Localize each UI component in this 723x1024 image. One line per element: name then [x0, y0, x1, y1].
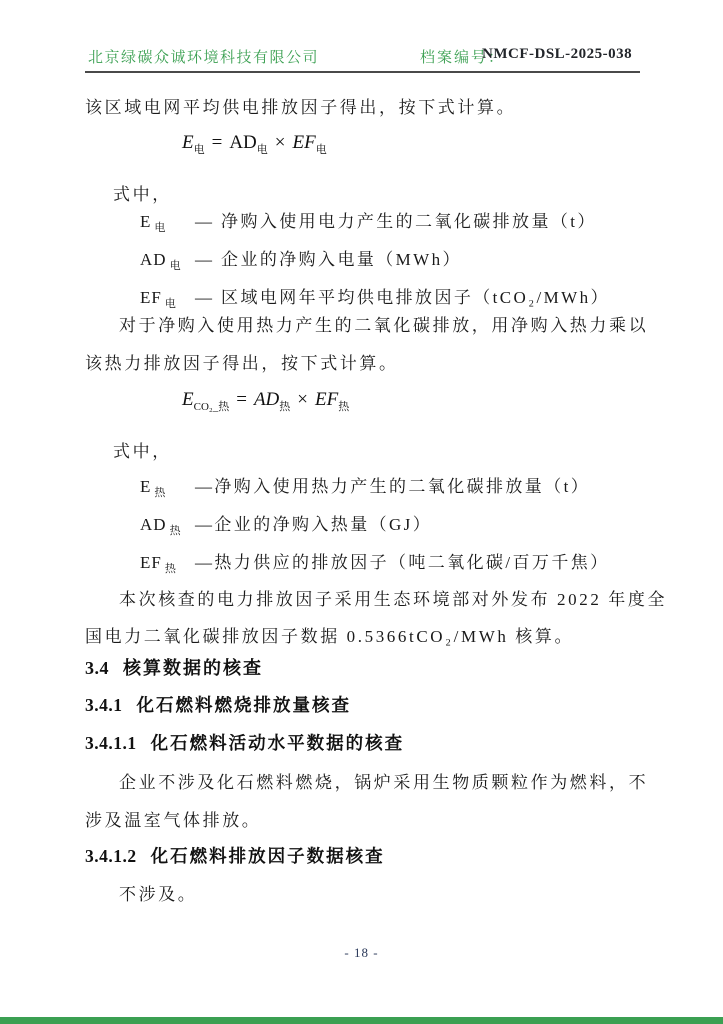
formula-lhs: E	[182, 389, 194, 410]
symbol-subscript: 热	[154, 487, 167, 500]
paragraph-factor-line2: 国电力二氧化碳排放因子数据 0.5366tCO₂/MWh 核算。	[85, 627, 575, 646]
definition-row-ad-elec	[85, 245, 645, 273]
paragraph-intro-continuation: 该区域电网平均供电排放因子得出，按下式计算。	[85, 98, 517, 117]
heading-number: 3.4.1.2	[85, 846, 137, 866]
formula-term1: AD	[229, 132, 257, 153]
equals-sign: =	[211, 132, 223, 153]
heading-number: 3.4.1.1	[85, 733, 137, 753]
header-archive-label: 档案编号：	[420, 50, 506, 66]
heading-title: 化石燃料排放因子数据核查	[150, 846, 385, 866]
definition-row-e-heat	[85, 472, 645, 500]
heading-number: 3.4.1	[85, 695, 123, 715]
formula-term2-subscript: 电	[315, 143, 327, 156]
symbol-base: EF	[140, 288, 162, 307]
symbol-base: E	[140, 212, 152, 231]
formula-lhs-subscript: CO₂_热	[193, 400, 230, 413]
symbol-ad-heat	[140, 515, 195, 538]
symbol-base: E	[140, 477, 152, 496]
symbol-description: —企业的净购入热量（GJ）	[195, 515, 433, 534]
symbol-ef-heat	[140, 553, 195, 576]
heading-3-4-1-1	[85, 730, 404, 755]
multiply-sign: ×	[297, 389, 308, 410]
multiply-sign: ×	[274, 132, 286, 153]
symbol-e-heat	[140, 477, 195, 500]
formula-lhs-subscript: 电	[193, 143, 205, 156]
where-label-heat: 式中，	[113, 442, 172, 461]
where-label-electricity: 式中，	[113, 185, 172, 204]
formula-term2-subscript: 热	[338, 400, 350, 413]
header-archive-number: NMCF-DSL-2025-038	[482, 46, 633, 62]
definition-row-e-elec	[85, 207, 645, 235]
formula-term2: EF	[292, 132, 316, 153]
symbol-subscript: 电	[154, 222, 167, 235]
symbol-base: EF	[140, 553, 162, 572]
equals-sign: =	[236, 389, 247, 410]
formula-lhs: E	[182, 132, 194, 153]
definition-row-ef-elec	[85, 283, 645, 311]
heading-3-4	[85, 654, 263, 680]
symbol-subscript: 电	[169, 260, 182, 273]
paragraph-not-applicable: 不涉及。	[119, 885, 198, 904]
paragraph-biomass-line2: 涉及温室气体排放。	[85, 811, 262, 830]
symbol-subscript: 热	[164, 563, 177, 576]
symbol-base: AD	[140, 515, 167, 534]
symbol-description: — 净购入使用电力产生的二氧化碳排放量（t）	[195, 212, 597, 231]
definition-row-ef-heat	[85, 548, 645, 576]
symbol-description: — 区域电网年平均供电排放因子（tCO₂/MWh）	[195, 288, 610, 307]
heading-3-4-1	[85, 692, 351, 717]
paragraph-heat-line2: 该热力排放因子得出，按下式计算。	[85, 354, 399, 373]
formula-term1: AD	[253, 389, 280, 410]
symbol-description: —热力供应的排放因子（吨二氧化碳/百万千焦）	[195, 553, 610, 572]
paragraph-heat-line1: 对于净购入使用热力产生的二氧化碳排放，用净购入热力乘以	[119, 316, 649, 335]
symbol-subscript: 热	[169, 525, 182, 538]
heading-3-4-1-2	[85, 843, 385, 868]
symbol-e-elec	[140, 212, 195, 235]
formula-term1-subscript: 电	[256, 143, 268, 156]
heading-number: 3.4	[85, 658, 109, 678]
heading-title: 化石燃料燃烧排放量核查	[136, 695, 351, 715]
formula-term1-subscript: 热	[279, 400, 291, 413]
header-company-name: 北京绿碳众诚环境科技有限公司	[88, 50, 320, 66]
footer-green-bar	[0, 1017, 723, 1024]
formula-term2: EF	[315, 389, 339, 410]
symbol-subscript: 电	[164, 298, 177, 311]
formula-electricity	[182, 132, 327, 157]
paragraph-factor-line1: 本次核查的电力排放因子采用生态环境部对外发布 2022 年度全	[119, 590, 668, 609]
symbol-description: — 企业的净购入电量（MWh）	[195, 250, 462, 269]
page-number: - 18 -	[344, 945, 379, 960]
symbol-ad-elec	[140, 250, 195, 273]
header-rule	[85, 71, 640, 73]
symbol-description: —净购入使用热力产生的二氧化碳排放量（t）	[195, 477, 591, 496]
formula-heat	[182, 389, 349, 414]
symbol-ef-elec	[140, 288, 195, 311]
paragraph-biomass-line1: 企业不涉及化石燃料燃烧，锅炉采用生物质颗粒作为燃料，不	[119, 773, 649, 792]
heading-title: 化石燃料活动水平数据的核查	[150, 733, 405, 753]
heading-title: 核算数据的核查	[123, 658, 263, 678]
definition-row-ad-heat	[85, 510, 645, 538]
symbol-base: AD	[140, 250, 167, 269]
